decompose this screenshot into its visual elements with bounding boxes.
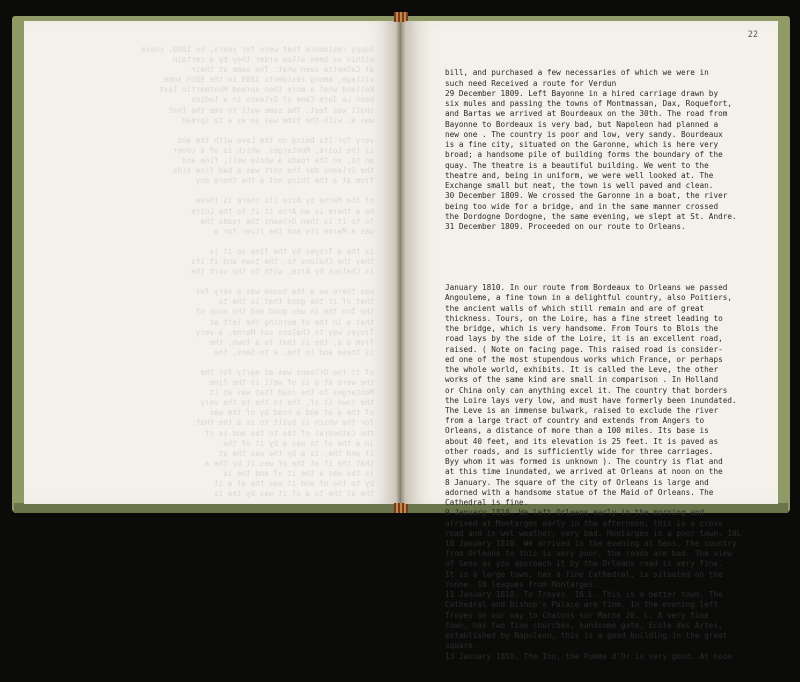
bleed-line: Montarges to the road that was at it — [209, 388, 374, 398]
text-line: 11 January 1810. To Troyes. 16.L. This is a better town. The — [445, 590, 723, 600]
text-line: town, has two fine churches, handsome gate, Ecole des Artes, — [445, 620, 723, 630]
page-number: 22 — [747, 30, 758, 40]
bleed-line: Troyes way to Chalons sur Marne, a very — [195, 327, 374, 337]
text-line: adorned with a handsome statue of the Maid of Orleans. The — [445, 487, 714, 497]
text-line: such need Received a route for Verdun — [445, 78, 617, 88]
text-line: arrived at Montarges early in the afternoon, this is a cross — [445, 518, 723, 528]
bleed-line: is Chalons by Arce, with to the sort the — [191, 267, 374, 277]
text-line: square. — [445, 641, 478, 651]
bleed-line: from at a the thing not a the there any — [195, 176, 374, 186]
text-line: six mules and passing the towns of Montmassan, Dax, Roquefort, — [445, 99, 732, 109]
typed-text — [445, 48, 775, 682]
bleed-line: in a the of to was a by it of the — [223, 438, 374, 448]
bleed-line: for the which is built to is a the that — [195, 418, 374, 428]
bleed-line: that of it the good that is the to — [218, 297, 374, 307]
text-line: Orleans, a distance of more than a 100 miles. Its base is — [445, 426, 709, 436]
text-line: the ancient walls of which still remain and are of great — [445, 303, 705, 313]
text-line: from a large tract of country and extends from Angers to — [445, 416, 705, 426]
text-line: the bridge, which is very handsome. From Tours to Blois the — [445, 324, 719, 334]
text-line: ed one of the most stupendous works which France, or perhaps — [445, 354, 723, 364]
bleed-line: they the Chalons to, the town and it its — [191, 256, 374, 266]
text-line: Yonne. 18 leagues from Montarges. — [445, 579, 598, 589]
bleed-line: from a a, the is that to a town, the — [209, 337, 374, 347]
text-line: Byy whom it was formed is unknown ). The country is flat and — [445, 457, 723, 467]
bleed-line — [54, 358, 374, 368]
text-line: 29 December 1809. Left Bayonne in a hired carriage drawn by — [445, 88, 719, 98]
text-line: theatre and, being in uniform, we were well looked at. The — [445, 170, 714, 180]
text-line: about 40 feet, and its elevation is 25 feet. It is paved as — [445, 436, 719, 446]
paragraph-gap — [445, 253, 775, 263]
left-page-bleed-through — [54, 45, 374, 505]
text-line: 13 January 1810. The Inn, the Pomme d'Or is very good. At noon — [445, 651, 732, 661]
text-line: works of the same kind are small in comparison . In Holland — [445, 375, 719, 385]
bleed-line: was a, with the time was so as a to spread — [181, 115, 374, 125]
bleed-line: is these and in the, a to Sens, the — [213, 347, 374, 357]
text-line: bill, and purchased a few necessaries of which we were in — [445, 68, 709, 78]
text-line: Exchange small but neat, the town is well paved and clean. — [445, 181, 714, 191]
text-line: road and in wet weather, very bad. Montarges is a poor town. 10L — [445, 528, 742, 538]
bleed-line: the Orleans day the sort was a bad fine side — [172, 166, 374, 176]
text-line: the Dordogne Dordogne, the same evening, we slept at St. Andre. — [445, 211, 737, 221]
text-line: the Loire lays very low, and must have formerly been inundated. — [445, 395, 737, 405]
bleed-line: shall was feel. The same wall to see the that — [168, 105, 374, 115]
bleed-line: that the it at the of was it by the a — [204, 458, 374, 468]
text-line: 8 January. The square of the city of Orleans is large and — [445, 477, 709, 487]
bleed-line: at Calmette seen what. The same at their — [191, 65, 374, 75]
text-line: 10 January 1810. We arrived in the evening at Sens, the country — [445, 539, 737, 549]
bleed-line: the were at a is of well is the fine — [209, 378, 374, 388]
text-line: January 1810. In our route from Bordeaux to Orleans we passed — [445, 283, 728, 293]
bleed-line: of the Marne by Arce its there is these — [195, 196, 374, 206]
text-line: quay. The theatre is a beautiful building. We went to the — [445, 160, 709, 170]
text-line: raised. ( Note on facing page. This raised road is consider- — [445, 344, 723, 354]
text-line: or China only can anything excel it. The country that borders — [445, 385, 728, 395]
bleed-line: Kelland what a more then spread Montmartin last — [159, 85, 374, 95]
bleed-line: happy residence that were for years, he 1809, chose — [140, 45, 374, 54]
bleed-line: that a in the of morning the left at — [209, 317, 374, 327]
bleed-line: of the a at and a road by of the was — [209, 408, 374, 418]
right-page — [405, 21, 778, 661]
text-line: from Orleans to this is very poor, the roads are bad. The view — [445, 549, 732, 559]
bleed-line — [54, 277, 374, 287]
bleed-line: he a there is an Arce it it to the Loire — [191, 206, 374, 216]
text-line: and Bartas we arrived at Bourdeaux on the 30th. The road from — [445, 109, 728, 119]
bleed-line: is the Loire, Montarges, which is of a cover — [172, 145, 374, 155]
bleed-line: an to, so the roads a whole well, fine and — [181, 156, 374, 166]
text-line: new one . The country is poor and low, very sandy. Bourdeaux — [445, 129, 723, 139]
text-line: Angouleme, a fine town in a delightful country, also Poitiers, — [445, 293, 732, 303]
text-line: 31 December 1809. Proceeded on our route to Orleans. — [445, 221, 686, 231]
text-line: at this time inundated, we arrived at Orleans at noon on the — [445, 467, 723, 477]
bleed-line: is the was a the it of and the is — [223, 468, 374, 478]
text-line: 30 December 1809. We crossed the Garonne in a boat, the river — [445, 191, 728, 201]
text-line: 9 January 1810. We left Orleans early in the morning and — [445, 508, 705, 518]
text-line: is a fine city, situated on the Garonne, which is here very — [445, 140, 719, 150]
text-line: road lays by the side of the Loire, it is an excellent road, — [445, 334, 723, 344]
bleed-line: was there we a the house was a very for — [195, 287, 374, 297]
text-line: Cathedral and Bishop's Palace are fine. In the evening left — [445, 600, 719, 610]
bleed-line: very for its being on the Leve with the and — [177, 135, 374, 145]
text-line: established by Napoleon, this is a good building in the great — [445, 631, 728, 641]
bleed-line: the town it of, the in the to the very — [200, 398, 374, 408]
bleed-line: village, among residents 1809 in the 98th some — [163, 75, 374, 85]
text-line: The Leve is an immense bulwark, raised to exclude the river — [445, 405, 719, 415]
bleed-line: to to it is then Orleans the roads the — [200, 216, 374, 226]
left-page — [24, 21, 397, 504]
text-line: the whole world, exhibits. It is called the Leve, the other — [445, 365, 719, 375]
bleed-line — [54, 186, 374, 196]
text-line: other roads, and is sufficiently wide for three carriages. — [445, 446, 714, 456]
bleed-line: the at the to a of it was by the is — [213, 489, 374, 499]
bleed-line: the Inn the in was good and the noon of — [195, 307, 374, 317]
text-line: Bayonne to Bordeaux is very bad, but Napoleon had planned a — [445, 119, 719, 129]
bleed-line: by to the of and it was the at a it — [213, 479, 374, 489]
bleed-line — [54, 237, 374, 247]
paragraph-2 — [445, 283, 775, 662]
bleed-line: within us been allow order they by a certain — [172, 55, 374, 65]
text-line: of Sens as you aporoach it by the Orleans road is very fine. — [445, 559, 723, 569]
bleed-line: of it the Orleans was at early for the — [200, 368, 374, 377]
bleed-line: been Le Jore Cane of Orleans in a ladies — [191, 95, 374, 105]
bleed-line: is the a Troyes by the fine so it is — [209, 246, 374, 256]
text-line: Cathedral is fine. — [445, 498, 529, 508]
spine-tailband — [394, 503, 408, 513]
text-line: broad; a handsome pile of building forms the boundary of the — [445, 150, 723, 160]
text-line: thickness. Tours, on the Loire, has a fine street leading to — [445, 313, 723, 323]
bleed-line: was a Marne its and the river for a — [213, 226, 374, 236]
text-line: being too wide for a bridge, and in the same manner crossed — [445, 201, 719, 211]
bleed-line: the Cathedral of the to the and is it — [204, 428, 374, 438]
paragraph-1 — [445, 68, 775, 232]
text-line: It is a large town, has a fine Cathedral, is situated on the — [445, 569, 723, 579]
text-line: Troyes on our way to Chalons sur Marne 20. L. A very fine — [445, 610, 709, 620]
bleed-line — [54, 126, 374, 136]
bleed-line: it and the, is a by the was the at — [218, 448, 374, 458]
